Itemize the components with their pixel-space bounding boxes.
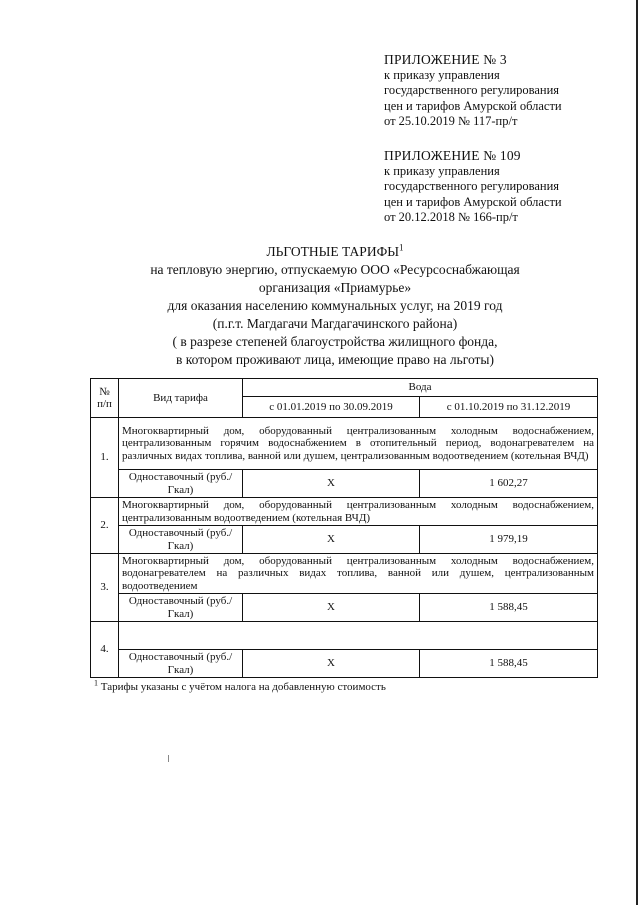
row-number: 2. bbox=[91, 498, 119, 554]
period-1-header: с 01.01.2019 по 30.09.2019 bbox=[243, 397, 420, 418]
appendix-109-line: цен и тарифов Амурской области bbox=[384, 194, 562, 209]
footnote bbox=[94, 678, 386, 693]
footnote-mark: 1 bbox=[94, 678, 98, 688]
appendix-109-line: государственного регулирования bbox=[384, 179, 560, 193]
appendix-109-line: от 20.12.2018 № 166-пр/т bbox=[384, 210, 518, 224]
appendix-109-block bbox=[384, 148, 624, 226]
tariff-type: Одноставочный (руб./Гкал) bbox=[119, 470, 243, 498]
col-type-header: Вид тарифа bbox=[119, 379, 243, 418]
tariff-value-period-2: 1 588,45 bbox=[420, 594, 598, 622]
tariff-type: Одноставочный (руб./Гкал) bbox=[119, 650, 243, 678]
row-number: 1. bbox=[91, 418, 119, 498]
tariff-value-period-2: 1 602,27 bbox=[420, 470, 598, 498]
tariff-value-period-2: 1 588,45 bbox=[420, 650, 598, 678]
tariff-type: Одноставочный (руб./Гкал) bbox=[119, 594, 243, 622]
tariff-value-period-2: 1 979,19 bbox=[420, 526, 598, 554]
appendix-109-title: ПРИЛОЖЕНИЕ № 109 bbox=[384, 148, 521, 163]
document-heading bbox=[110, 243, 560, 369]
period-2-header: с 01.10.2019 по 31.12.2019 bbox=[420, 397, 598, 418]
heading-line: ( в разрезе степеней благоустройства жилищного фонда, bbox=[172, 334, 498, 349]
scan-artifact bbox=[168, 755, 169, 762]
appendix-3-line: государственного регулирования bbox=[384, 83, 560, 97]
tariff-value-period-1: Х bbox=[243, 650, 420, 678]
tariff-value-period-1: Х bbox=[243, 594, 420, 622]
heading-title-line bbox=[110, 243, 560, 261]
housing-description: Многоквартирный дом, оборудованный централизованным холодным водоснабжением, централизованным водоотведением (котельная ВЧД) bbox=[119, 498, 598, 526]
housing-description bbox=[119, 622, 598, 650]
appendix-3-line: цен и тарифов Амурской области bbox=[384, 98, 562, 113]
col-num-header: № п/п bbox=[91, 379, 119, 418]
heading-line: на тепловую энергию, отпускаемую ООО «Ресурсоснабжающая bbox=[150, 262, 520, 277]
heading-line: для оказания населению коммунальных услуг, на 2019 год bbox=[167, 298, 503, 313]
row-number: 3. bbox=[91, 554, 119, 622]
appendix-3-title: ПРИЛОЖЕНИЕ № 3 bbox=[384, 52, 507, 67]
tariff-type: Одноставочный (руб./Гкал) bbox=[119, 526, 243, 554]
heading-title: ЛЬГОТНЫЕ ТАРИФЫ bbox=[266, 244, 400, 259]
heading-line: организация «Приамурье» bbox=[258, 280, 412, 295]
scan-edge-line bbox=[636, 0, 638, 905]
tariff-value-period-1: Х bbox=[243, 526, 420, 554]
tariff-table bbox=[90, 378, 598, 678]
heading-line: (п.г.т. Магдагачи Магдагачинского района) bbox=[212, 316, 458, 331]
heading-line: в котором проживают лица, имеющие право на льготы) bbox=[176, 352, 494, 367]
col-group-header: Вода bbox=[243, 379, 598, 397]
housing-description: Многоквартирный дом, оборудованный централизованным холодным водоснабжением, водонагревателем на различных видах топлива, ванной или душем, централизованным водоотведением bbox=[119, 554, 598, 594]
appendix-3-line: к приказу управления bbox=[384, 67, 500, 82]
heading-footnote-mark: 1 bbox=[399, 242, 404, 253]
row-number: 4. bbox=[91, 622, 119, 678]
appendix-3-block bbox=[384, 52, 624, 130]
appendix-3-line: от 25.10.2019 № 117-пр/т bbox=[384, 114, 518, 128]
footnote-text: Тарифы указаны с учётом налога на добавленную стоимость bbox=[100, 681, 386, 693]
appendix-109-line: к приказу управления bbox=[384, 163, 500, 178]
housing-description: Многоквартирный дом, оборудованный централизованным холодным водоснабжением, централизованным горячим водоснабжением в отопительный период, водонагревателем на различных видах топлива, ванной или душем, централизованным водоотведением (котельная ВЧД) bbox=[119, 418, 598, 470]
tariff-value-period-1: Х bbox=[243, 470, 420, 498]
